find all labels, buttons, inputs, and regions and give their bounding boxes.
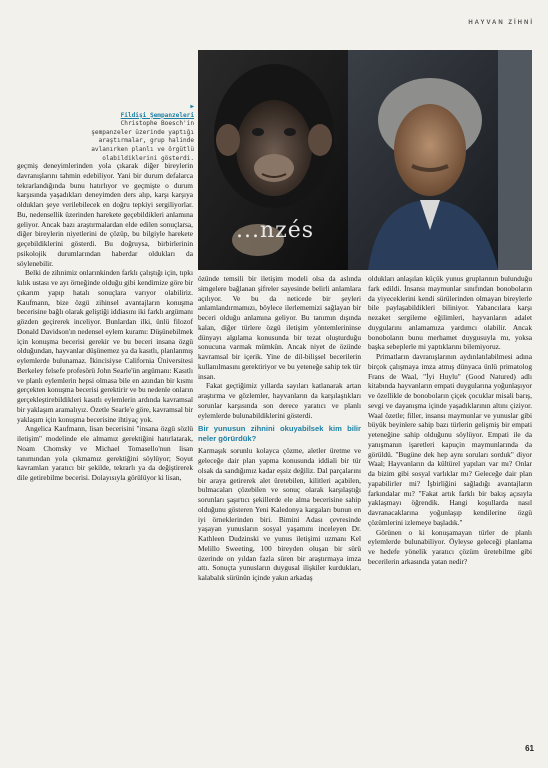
feature-photo xyxy=(198,50,532,270)
paragraph: Karmaşık sorunlu kolayca çözme, aletler üretme ve geleceğe dair plan yapma konusunda iddiali bir tür olsak da sandığımız kadar eşsiz değiliz. Dal parçalarını bir araya getirerek alet üretebilen, kilitleri açabilen, bulmacaları çözebilen ve sonuç olarak karşılaştığı sorunları şaşırtıcı şekillerde ele alma becerisine sahip olduğunu gösteren Yeni Kaledonya kargaları bunun en iyi örneklerinden biri. Bimini Adası çevresinde yaşayan yunusların sosyal yaşamını inceleyen Dr. Kathleen Dudzinski ve yunus iletişimi uzmanı Kel Melillo Sweeting, 100 bireyden oluşan bir sürü üzerinde on yıldan fazla süren bir araştırmaya imza attı. Sonuçta yunusların duygusal ilişkiler kurdukları, kalabalık sürünün içinde yakın arkadaş xyxy=(198,446,361,582)
poster-title-fragment: ...nzés xyxy=(236,218,315,243)
caption-title: Fildişi Şempanzeleri xyxy=(120,111,194,119)
paragraph: Primatların davranışlarının aydınlatılabilmesi adına birçok çalışmaya imza atmış dünyaca ünlü primatolog Frans de Waal, "İyi Huylu" (Good Natured) adlı kitabında hayvanların empati duygularına yoğunlaşıyor ve özellikle de bonoboların çiçek çocuklar misali barış, sevgi ve dayanışma içinde yaşadıklarının altını çiziyor. Waal özetle; filler, insansı maymunlar ve yunuslar gibi büyük beyinlere sahip bazı türlerin gelişmiş bir empati yeteneğine sahip olduğunu söylüyor. Empati ile da yanışmanın işaretleri kapuçin maymunlarında da görüldü. "Bugüne dek hep aynı soruları sorduk" diyor Waal; Hayvanların da kültürel yapıları var mı? Onlar da bizim gibi sosyal varlıklar mı? Geleceğe dair plan yapabilirler mi? İşbirliğini sağladığı avantajların farkındalar mı? "Fakat artık farklı bir bakış açısıyla yaklaşmayı öğrendik. Hangi koşullarda nasıl davranacaklarına yoğunlaşıp kendilerine özgü çözümlerini izlemeye başladık." xyxy=(368,352,532,527)
text-column-2 xyxy=(198,274,361,583)
text-column-3 xyxy=(368,274,532,567)
page-number: 61 xyxy=(525,744,534,753)
paragraph: Fakat geçtiğimiz yıllarda sayıları katlanarak artan araştırma ve gözlemler, hayvanların da karşılaştıkları sorunlar karşısında son derece yaratıcı ve planlı eylemlerde bulunabildiklerini gösterdi. xyxy=(198,381,361,420)
paragraph: Görünen o ki konuşamayan türler de planlı eylemlerde bulunabiliyor. Öyleyse geleceği planlama ve hedefe yönelik yaratıcı çözüm üretebilme gibi becerilerin arkasında yatan nedir? xyxy=(368,527,532,566)
caption-body: Christophe Boesch'in şempanzeler üzerinde yaptığı araştırmalar, grup halinde avlanırken planlı ve örgütlü olabildiklerini gösterdi. xyxy=(91,120,194,162)
paragraph: özünde temsili bir iletişim modeli olsa da aslında simgelere bağlanan şifreler sayesinde belirli anlamlara açılıyor. Ve bu da neticede bir şeyleri anlamlandırmamızı, böylece ilerlememizi sağlayan bir beceri olduğu anlamına geliyor. Bu tanımın dışında kalan, diğer türlere özgü iletişim yöntemlerininse dünyayı algılama konusunda bir tezat oluşturduğu sonucuna varmak mümkün. Ancak niyet de özünde kavramsal bir içerik. Yine de dil-bilişsel becerilerin kullanılmasını gerektiriyor ve bu yeteneğe sahip tek tür insan. xyxy=(198,274,361,381)
photo-caption xyxy=(82,103,194,163)
paragraph: geçmiş deneyimlerinden yola çıkarak diğer bireylerin davranışlarını tahmin edebiliyor. Yani bir durum defalarca tekrarlandığında bunu hatırlıyor ve geçmişte o durum karşısında yaşadıkları deneyimden ders alıp, karşı karşıya oldukları şeye verilebilecek en doğru tepkiyi sergiliyorlar. Bu, nedensellik üzerinden harekete geçebildikleri anlamına geliyor. Ancak bazı araştırmalardan elde edilen sonuçlarsa, diğer bireylerin niyetlerini de çözüp, bu bilgiyle harekete geçebildiklerini gösterdi. Bu doğruysa, birbirlerinin psikolojik durumlarından haberdar oldukları da söylenebilir. xyxy=(17,161,193,268)
subheading: Bir yunusun zihnini okuyabilsek kim bilir neler görürdük? xyxy=(198,424,361,443)
paragraph: Belki de zihnimiz onlarınkinden farklı çalıştığı için, tıpkı kılık ustası ve ayı örneğinde olduğu gibi kendimize göre bir çıkarım yapıp hatalı sonuçlara varıyor olabiliriz. Kaufmann, bize özgü zihinsel avantajların konuşma becerisine bağlı olarak geliştiği iddiasını iki farklı argümanı gözden geçirerek inceliyor. Bunlardan ilki, ünlü filozof Donald Davidson'ın nedensel eylem kuramı: Düşünebilmek için konuşma becerisi gerekir ve bu beceri insana özgü olduğundan, hayvanlar düşünemez ya da kasıtlı, planlanmış eylemlerde bulunamaz. İkincisiyse California Üniversitesi Berkeley felsefe profesörü John Searle'ün argümanı: Kasıtlı ve planlı eylemlerin hepsi olmasa bile en azından bir kısmı gerçekten konuşma becerisi gerektirir ve bu nedenle onların gerçekleştirebildikleri kasıtlı eylemlerin ardında kavramsal bir yaklaşım aramalıyız. Özetle Searle'e göre, kavramsal bir yaklaşım için konuşma becerisine ihtiyaç yok. xyxy=(17,268,193,424)
text-column-1 xyxy=(17,161,193,483)
paragraph: Angelica Kaufmann, lisan becerisini "insana özgü sözlü iletişim" modelinde ele almamız gerektiğini hatırlatarak, Noam Chomsky ve Michael Tomasello'nun lisan tanımından yola çıkmamız gerektiğini söylüyor; Soyut kavramları yaratıcı bir şekilde, tekrarlı ya da değiştirerek dile getirebilme becerisi. Dolayısıyla görülüyor ki lisan, xyxy=(17,424,193,482)
caption-arrow-icon: ▶ xyxy=(190,103,194,110)
section-header: HAYVAN ZİHNİ xyxy=(468,20,534,26)
paragraph: oldukları anlaşılan küçük yunus gruplarının bulunduğu fark edildi. İnsansı maymunlar sınıfından bonoboların da yiyeceklerini kendi sürülerinden olmayan bireylerle bile paylaşabildikleri biliniyor. Yabancılara karşı nezaket sergileme eğilimleri, hayvanların adalet duygularını anlamamıza yardımcı olabilir. Ancak bonoboların bunu merhamet duygusuyla mı, yoksa başka sebeplerle mi yaptıklarını bilemiyoruz. xyxy=(368,274,532,352)
